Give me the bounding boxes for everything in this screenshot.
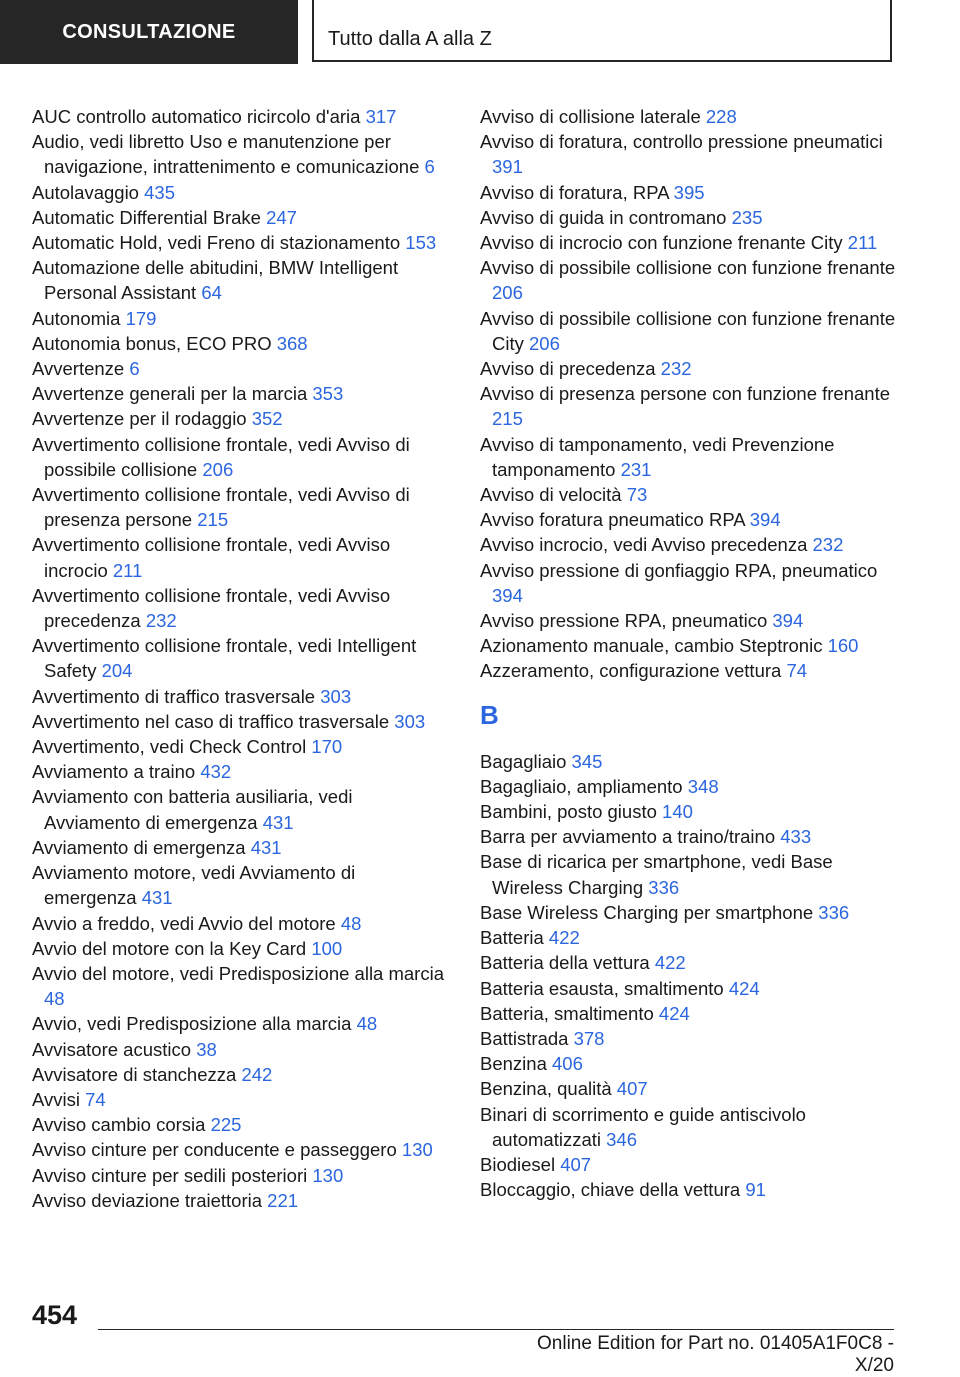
page-reference-link[interactable]: 228 (705, 106, 737, 127)
index-entry (480, 608, 900, 633)
page-reference-link[interactable]: 232 (660, 358, 692, 380)
page-reference-link[interactable]: 432 (200, 761, 232, 783)
page-reference-link[interactable]: 424 (728, 977, 760, 999)
page-number: 454 (32, 1300, 78, 1330)
index-entry (32, 684, 452, 709)
page-reference-link[interactable]: 422 (654, 952, 686, 974)
entry-term: Avviso di collisione laterale (480, 106, 701, 127)
index-entry (480, 1076, 900, 1101)
page-reference-link[interactable]: 407 (560, 1153, 592, 1175)
entry-term: Battistrada (480, 1027, 569, 1049)
index-entry (480, 774, 900, 799)
entry-term: Avviso di presenza persone con funzione frenante (480, 383, 891, 405)
entry-term: Avviamento a traino (32, 761, 196, 783)
entry-term: Avvisi (32, 1088, 80, 1110)
page-reference-link[interactable]: 64 (201, 282, 222, 304)
index-entry (480, 824, 900, 849)
index-entry (480, 658, 900, 683)
entry-term: Avviso incrocio, vedi Avviso precedenza (480, 534, 808, 556)
index-entry (32, 1011, 452, 1036)
index-entry (480, 1051, 900, 1076)
entry-term: Avviso di guida in contromano (480, 206, 727, 228)
index-entry (480, 104, 900, 129)
entry-term: Avviso foratura pneumatico RPA (480, 509, 745, 531)
index-entry (32, 129, 452, 179)
index-entry (480, 129, 900, 179)
entry-term: Avviso di precedenza (480, 358, 656, 380)
footer-divider (98, 1329, 894, 1330)
index-entry (480, 1177, 900, 1202)
index-entry (32, 230, 452, 255)
index-entry (32, 759, 452, 784)
entry-term: Autolavaggio (32, 181, 139, 203)
entry-term: Bagagliaio, ampliamento (480, 775, 683, 797)
index-entry (480, 482, 900, 507)
entry-term: Automatic Differential Brake (32, 206, 261, 228)
entry-term: Avviso di incrocio con funzione frenante City (480, 232, 843, 254)
page-reference-link[interactable]: 407 (616, 1078, 648, 1100)
page-reference-link[interactable]: 242 (241, 1063, 273, 1085)
index-entry (480, 432, 900, 482)
page-reference-link[interactable]: 38 (196, 1038, 217, 1060)
index-entry (32, 1137, 452, 1162)
page-reference-link[interactable]: 206 (529, 332, 560, 354)
index-entry (480, 205, 900, 230)
index-entry (480, 925, 900, 950)
page-reference-link[interactable]: 394 (749, 509, 781, 531)
index-entry (480, 507, 900, 532)
index-entry (32, 1163, 452, 1188)
entry-term: Avviso deviazione traiettoria (32, 1189, 263, 1211)
page-reference-link[interactable]: 391 (492, 156, 523, 178)
page-reference-link[interactable]: 235 (731, 206, 763, 228)
page-reference-link[interactable]: 48 (44, 988, 65, 1010)
index-entry (480, 381, 900, 431)
entry-term: Avviso di tamponamento, vedi Prevenzione tamponamento (480, 433, 835, 480)
index-entry (32, 784, 452, 834)
index-entry (32, 104, 452, 129)
page-reference-link[interactable]: 303 (394, 710, 426, 732)
page-reference-link[interactable]: 317 (365, 106, 397, 127)
page-reference-link[interactable]: 206 (492, 282, 523, 304)
page-reference-link[interactable]: 48 (340, 912, 362, 934)
page-reference-link[interactable]: 303 (320, 685, 352, 707)
entry-term: Batteria, smaltimento (480, 1002, 654, 1024)
index-entry (32, 961, 452, 1011)
index-entry (32, 1188, 452, 1213)
index-entry (32, 255, 452, 305)
entry-term: Avviamento con batteria ausiliaria, vedi Avviamento di emergenza (32, 786, 353, 833)
entry-term: Batteria della vettura (480, 952, 650, 974)
index-entry (32, 1112, 452, 1137)
entry-term: Avvertenze (32, 358, 125, 380)
index-entry (32, 1062, 452, 1087)
index-entry (480, 849, 900, 899)
entry-term: Avvertimento collisione frontale, vedi Avviso incrocio (32, 534, 391, 581)
index-entry (480, 749, 900, 774)
entry-term: Avviso di foratura, RPA (480, 181, 669, 203)
page-reference-link[interactable]: 211 (112, 559, 143, 581)
index-entry (32, 911, 452, 936)
index-entry (32, 406, 452, 431)
page-reference-link[interactable]: 153 (405, 232, 437, 254)
page-reference-link[interactable]: 215 (492, 408, 523, 430)
page-reference-link[interactable]: 160 (827, 635, 859, 657)
index-column-left (32, 104, 452, 1213)
page-reference-link[interactable]: 352 (251, 408, 283, 430)
index-entry (480, 306, 900, 356)
page-reference-link[interactable]: 73 (626, 484, 648, 506)
entry-term: Avvertimento, vedi Check Control (32, 736, 307, 758)
entry-term: Benzina, qualità (480, 1078, 612, 1100)
entry-term: Avvio del motore con la Key Card (32, 937, 307, 959)
index-entry (32, 532, 452, 582)
page-reference-link[interactable]: 394 (492, 584, 523, 606)
entry-term: Autonomia bonus, ECO PRO (32, 332, 272, 354)
page-reference-link[interactable]: 74 (786, 660, 808, 682)
entry-term: Audio, vedi libretto Uso e manutenzione per navigazione, intrattenimento e comunicazione (32, 131, 420, 178)
entry-term: Avvertenze per il rodaggio (32, 408, 247, 430)
entry-term: Binari di scorrimento e guide antiscivolo automatizzati (480, 1103, 806, 1150)
page-reference-link[interactable]: 100 (311, 937, 343, 959)
page-reference-link[interactable]: 170 (311, 736, 343, 758)
page-reference-link[interactable]: 346 (606, 1128, 638, 1150)
page-reference-link[interactable]: 431 (262, 811, 294, 833)
entry-term: Autonomia (32, 307, 121, 329)
page-reference-link[interactable]: 215 (197, 509, 229, 531)
page-reference-link[interactable]: 424 (658, 1002, 690, 1024)
page-reference-link[interactable]: 368 (276, 332, 308, 354)
entry-term: Avvertimento di traffico trasversale (32, 685, 316, 707)
entry-term: Base di ricarica per smartphone, vedi Base Wireless Charging (480, 851, 833, 898)
page-reference-link[interactable]: 232 (145, 610, 177, 632)
index-entry (32, 734, 452, 759)
page-reference-link[interactable]: 211 (847, 232, 878, 254)
page-reference-link[interactable]: 422 (548, 927, 580, 949)
entry-term: Benzina (480, 1053, 547, 1075)
index-entry (32, 633, 452, 683)
page-reference-link[interactable]: 48 (356, 1013, 378, 1035)
index-entry (32, 331, 452, 356)
index-entry (32, 835, 452, 860)
entry-term: Avviamento motore, vedi Avviamento di emergenza (32, 862, 356, 909)
entry-term: Bagagliaio (480, 750, 567, 772)
entry-term: Avvertimento collisione frontale, vedi Avviso di presenza persone (32, 484, 410, 531)
index-entry (32, 180, 452, 205)
page-reference-link[interactable]: 348 (687, 775, 719, 797)
page-reference-link[interactable]: 406 (552, 1053, 583, 1075)
index-entry (32, 432, 452, 482)
entry-term: Avvertimento nel caso di traffico trasversale (32, 710, 390, 732)
index-column-right (480, 104, 900, 1202)
entry-term: Azzeramento, configurazione vettura (480, 660, 782, 682)
index-entry (32, 356, 452, 381)
index-entry (480, 799, 900, 824)
page-reference-link[interactable]: 225 (210, 1114, 242, 1136)
entry-term: Avvisatore acustico (32, 1038, 192, 1060)
page-reference-link[interactable]: 206 (202, 458, 234, 480)
index-entry (480, 558, 900, 608)
index-entry (32, 205, 452, 230)
page-reference-link[interactable]: 130 (401, 1139, 433, 1161)
index-entry (480, 900, 900, 925)
entry-term: Avviso pressione di gonfiaggio RPA, pneumatico (480, 559, 878, 581)
index-group-b (480, 749, 900, 1203)
index-entry (32, 860, 452, 910)
entry-term: Automazione delle abitudini, BMW Intelligent Personal Assistant (32, 257, 399, 304)
entry-term: Avvio del motore, vedi Predisposizione alla marcia (32, 962, 444, 984)
index-entry (480, 950, 900, 975)
index-entry (480, 255, 900, 305)
index-entry (32, 583, 452, 633)
entry-term: Avvertimento collisione frontale, vedi Avviso precedenza (32, 584, 391, 632)
entry-term: Batteria (480, 927, 544, 949)
index-entry (480, 180, 900, 205)
page-reference-link[interactable]: 204 (101, 660, 133, 682)
index-entry (480, 532, 900, 557)
index-entry (480, 633, 900, 658)
page-reference-link[interactable]: 433 (780, 826, 812, 848)
page-reference-link[interactable]: 345 (571, 750, 603, 772)
page-reference-link[interactable]: 221 (267, 1189, 299, 1211)
index-entry (480, 1026, 900, 1051)
index-entry (480, 976, 900, 1001)
index-entry (480, 1152, 900, 1177)
entry-term: Avviamento di emergenza (32, 836, 246, 858)
page-reference-link[interactable]: 74 (85, 1088, 106, 1110)
entry-term: Barra per avviamento a traino/traino (480, 826, 776, 848)
page-reference-link[interactable]: 231 (620, 458, 652, 480)
entry-term: Automatic Hold, vedi Freno di stazionamento (32, 232, 401, 254)
chapter-tab: CONSULTAZIONE (0, 0, 298, 64)
entry-term: Bambini, posto giusto (480, 801, 657, 823)
page-header (0, 0, 960, 66)
index-entry (480, 230, 900, 255)
entry-term: Avvertenze generali per la marcia (32, 383, 308, 405)
page-reference-link[interactable]: 336 (818, 901, 850, 923)
index-entry (480, 1102, 900, 1152)
index-entry (32, 936, 452, 961)
entry-term: Avvio a freddo, vedi Avvio del motore (32, 912, 336, 934)
entry-term: Avviso cambio corsia (32, 1114, 206, 1136)
entry-term: Base Wireless Charging per smartphone (480, 901, 814, 923)
page-reference-link[interactable]: 394 (772, 610, 804, 632)
index-entry (32, 709, 452, 734)
entry-term: Avviso cinture per conducente e passeggero (32, 1139, 397, 1161)
entry-term: Biodiesel (480, 1153, 556, 1175)
index-group-a (480, 104, 900, 684)
page-reference-link[interactable]: 395 (673, 181, 705, 203)
index-entry (480, 356, 900, 381)
entry-term: Avviso di possibile collisione con funzione frenante City (480, 307, 896, 354)
page-reference-link[interactable]: 247 (266, 206, 297, 228)
entry-term: Bloccaggio, chiave della vettura (480, 1179, 741, 1201)
entry-term: Avvio, vedi Predisposizione alla marcia (32, 1013, 352, 1035)
page-reference-link[interactable]: 435 (144, 181, 175, 203)
page-reference-link[interactable]: 6 (129, 358, 140, 380)
entry-term: Avvertimento collisione frontale, vedi Intelligent Safety (32, 635, 417, 682)
index-entry (32, 381, 452, 406)
entry-term: Avvertimento collisione frontale, vedi Avviso di possibile collisione (32, 433, 410, 480)
page-reference-link[interactable]: 431 (250, 836, 282, 858)
page-reference-link[interactable]: 140 (662, 801, 693, 823)
page-reference-link[interactable]: 232 (812, 534, 844, 556)
header-title: Tutto dalla A alla Z (312, 0, 892, 62)
page-reference-link[interactable]: 378 (573, 1027, 605, 1049)
entry-term: Batteria esausta, smaltimento (480, 977, 724, 999)
page-reference-link[interactable]: 179 (125, 307, 157, 329)
section-letter-b: B (480, 699, 499, 730)
page-reference-link[interactable]: 6 (424, 156, 435, 178)
entry-term: Azionamento manuale, cambio Steptronic (480, 635, 823, 657)
page-reference-link[interactable]: 91 (745, 1179, 766, 1201)
index-entry (32, 306, 452, 331)
index-entry (32, 1037, 452, 1062)
entry-term: Avviso di velocità (480, 484, 622, 506)
entry-term: Avviso di foratura, controllo pressione pneumatici (480, 131, 883, 153)
page-reference-link[interactable]: 431 (141, 887, 173, 909)
entry-term: Avviso pressione RPA, pneumatico (480, 610, 768, 632)
index-entry (480, 1001, 900, 1026)
index-entry (32, 482, 452, 532)
entry-term: Avvisatore di stanchezza (32, 1063, 237, 1085)
entry-term: AUC controllo automatico ricircolo d'aria (32, 106, 361, 127)
page-reference-link[interactable]: 353 (312, 383, 344, 405)
footer-edition-text: Online Edition for Part no. 01405A1F0C8 - X/20 (537, 1333, 894, 1376)
entry-term: Avviso cinture per sedili posteriori (32, 1164, 308, 1186)
index-entry (32, 1087, 452, 1112)
entry-term: Avviso di possibile collisione con funzione frenante (480, 257, 896, 279)
page-reference-link[interactable]: 130 (312, 1164, 344, 1186)
page-reference-link[interactable]: 336 (648, 876, 680, 898)
